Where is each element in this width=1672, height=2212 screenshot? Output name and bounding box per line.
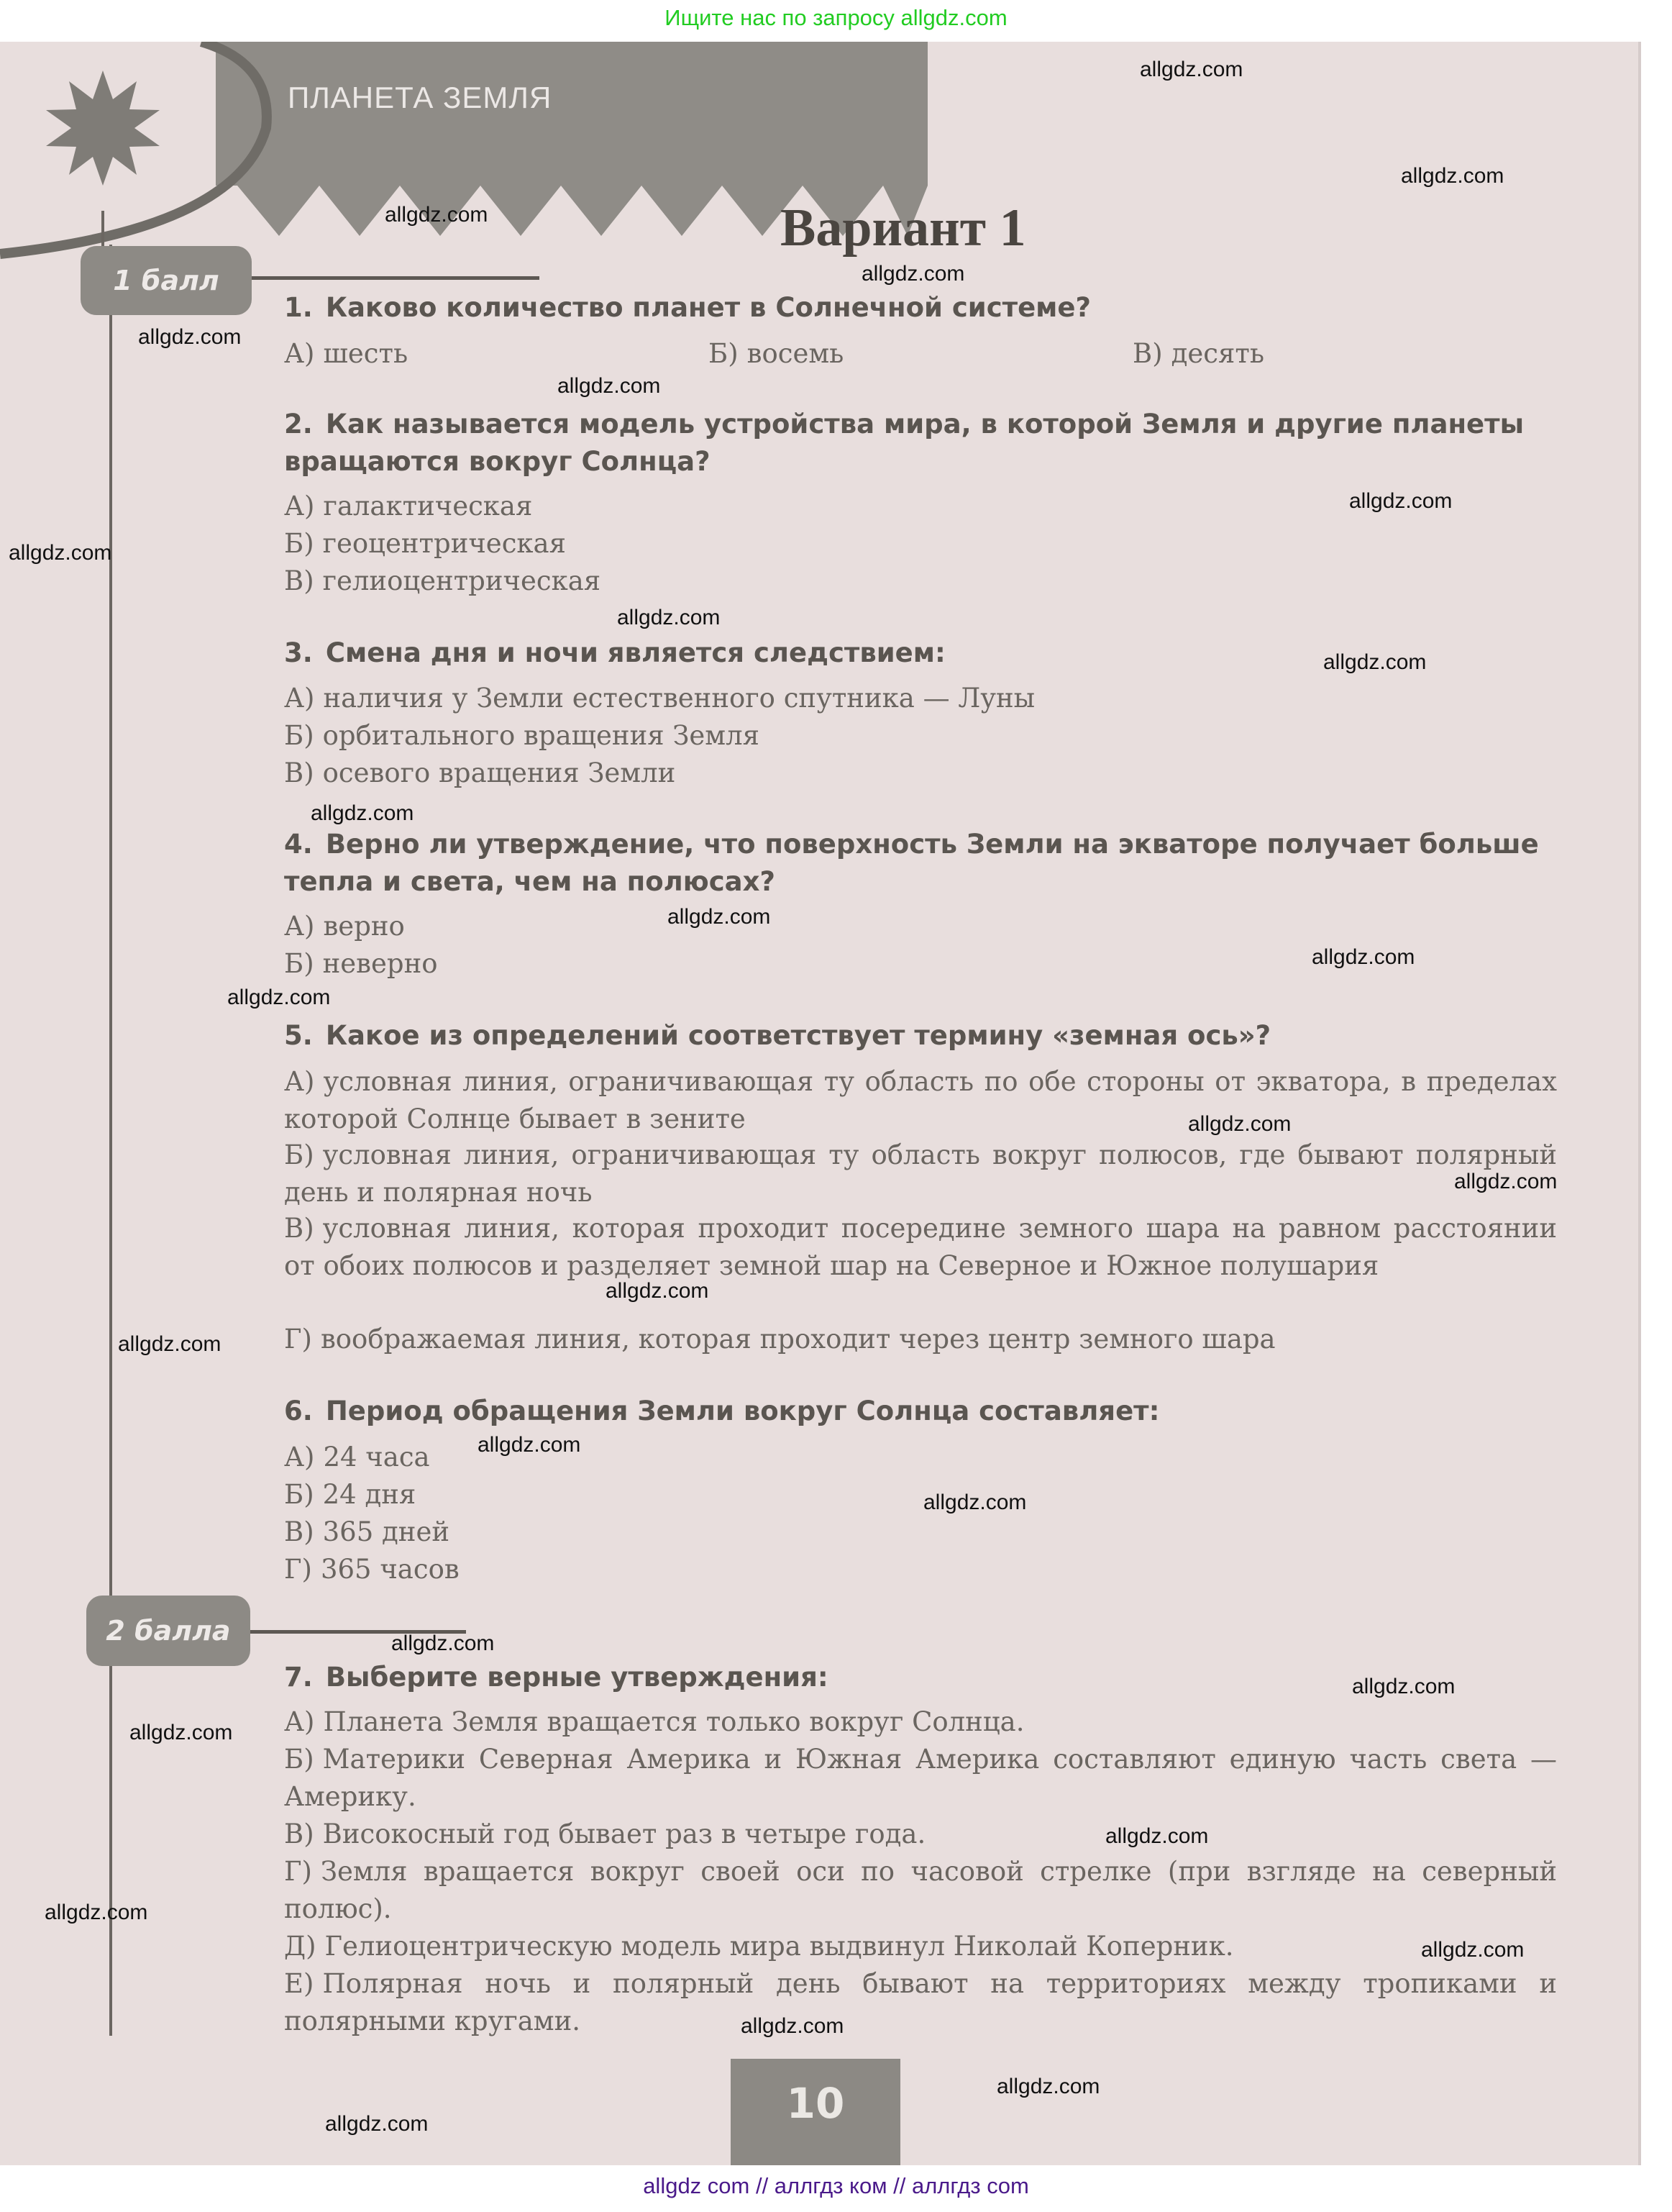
bottom-watermark-banner[interactable]: allgdz com // аллгдз ком // аллгдз com — [643, 2173, 1029, 2198]
watermark: allgdz.com — [617, 606, 721, 629]
question-number: 3. — [284, 637, 313, 668]
watermark: allgdz.com — [138, 325, 242, 349]
watermark: allgdz.com — [606, 1279, 709, 1303]
watermark: allgdz.com — [129, 1721, 233, 1744]
option[interactable]: А) условная линия, ограничивающая ту область по обе стороны от экватора, в пределах которой Солнце бывает в зените — [284, 1066, 1557, 1134]
question-1 — [284, 289, 1557, 327]
option[interactable]: Б) геоцентрическая — [284, 528, 566, 559]
question-text: Период обращения Земли вокруг Солнца составляет: — [325, 1396, 1160, 1426]
watermark: allgdz.com — [1349, 489, 1453, 513]
watermark: allgdz.com — [1312, 945, 1415, 969]
score-rule-1 — [252, 276, 539, 280]
option[interactable]: Г) 365 часов — [284, 1554, 460, 1585]
option[interactable]: В) Високосный год бывает раз в четыре года. — [284, 1819, 926, 1849]
question-1-options — [284, 335, 1557, 373]
question-text: Смена дня и ночи является следствием: — [325, 637, 946, 668]
option[interactable]: А) Планета Земля вращается только вокруг Солнца. — [284, 1706, 1025, 1737]
question-4 — [284, 826, 1557, 901]
question-number: 6. — [284, 1396, 313, 1426]
top-watermark-banner[interactable]: Ищите нас по запросу allgdz.com — [664, 5, 1008, 30]
watermark: allgdz.com — [923, 1490, 1027, 1514]
section-title: ПЛАНЕТА ЗЕМЛЯ — [288, 81, 552, 114]
page-number — [731, 2059, 900, 2165]
option[interactable]: А) шесть — [284, 338, 408, 369]
option[interactable]: В) осевого вращения Земли — [284, 757, 676, 788]
score-badge-1-point — [81, 246, 252, 315]
question-text: Как называется модель устройства мира, в которой Земля и другие планеты вращаются вокруг Солнца? — [284, 409, 1525, 477]
question-number: 4. — [284, 829, 313, 860]
question-text: Верно ли утверждение, что поверхность Земли на экваторе получает больше тепла и света, чем на полюсах? — [284, 829, 1539, 897]
option[interactable]: Д) Гелиоцентрическую модель мира выдвинул Николай Коперник. — [284, 1931, 1234, 1962]
question-number: 2. — [284, 409, 313, 440]
question-2 — [284, 406, 1557, 481]
question-number: 7. — [284, 1662, 313, 1693]
option[interactable]: Г) воображаемая линия, которая проходит через центр земного шара — [284, 1324, 1276, 1355]
question-5 — [284, 1017, 1557, 1055]
question-number: 1. — [284, 292, 313, 323]
option[interactable]: Б) орбитального вращения Земля — [284, 720, 759, 751]
option[interactable]: Б) Материки Северная Америка и Южная Америка составляют единую часть света — Америку. — [284, 1744, 1557, 1812]
watermark: allgdz.com — [391, 1631, 495, 1655]
watermark: allgdz.com — [1323, 650, 1427, 674]
watermark: allgdz.com — [45, 1901, 148, 1924]
page-number-text: 10 — [786, 2079, 845, 2128]
watermark: allgdz.com — [311, 801, 414, 825]
watermark: allgdz.com — [118, 1332, 221, 1356]
watermark: allgdz.com — [478, 1433, 581, 1457]
watermark: allgdz.com — [1352, 1675, 1456, 1698]
page-edge — [1638, 42, 1641, 2165]
option[interactable]: Б) неверно — [284, 948, 438, 979]
option[interactable]: В) десять — [1133, 338, 1264, 369]
watermark: allgdz.com — [1454, 1170, 1558, 1193]
watermark: allgdz.com — [667, 905, 771, 929]
watermark: allgdz.com — [1188, 1112, 1292, 1136]
score-badge-label: 2 балла — [106, 1615, 231, 1647]
option[interactable]: Б) условная линия, ограничивающая ту область вокруг полюсов, где бывают полярный день и полярная ночь — [284, 1139, 1557, 1208]
watermark: allgdz.com — [741, 2014, 844, 2038]
left-vertical-rule — [109, 245, 112, 2036]
question-6 — [284, 1393, 1557, 1430]
watermark: allgdz.com — [1401, 164, 1504, 188]
watermark: allgdz.com — [1140, 58, 1243, 81]
option[interactable]: А) галактическая — [284, 491, 533, 522]
option[interactable]: Б) 24 дня — [284, 1479, 416, 1510]
star-icon — [46, 70, 160, 186]
option[interactable]: В) гелиоцентрическая — [284, 565, 601, 596]
watermark: allgdz.com — [997, 2075, 1100, 2098]
question-number: 5. — [284, 1020, 313, 1051]
watermark: allgdz.com — [385, 203, 488, 227]
option[interactable]: В) 365 дней — [284, 1516, 450, 1547]
watermark: allgdz.com — [862, 262, 965, 286]
question-text: Каково количество планет в Солнечной системе? — [325, 292, 1091, 323]
option[interactable]: В) условная линия, которая проходит посередине земного шара на равном расстоянии от обоих полюсов и разделяет земной шар на Северное и Южное полушария — [284, 1213, 1557, 1281]
option[interactable]: Е) Полярная ночь и полярный день бывают на территориях между тропиками и полярными кругами. — [284, 1968, 1557, 2036]
option[interactable]: А) наличия у Земли естественного спутника — Луны — [284, 683, 1036, 714]
score-badge-2-points — [86, 1596, 250, 1666]
watermark: allgdz.com — [9, 541, 112, 565]
option[interactable]: Г) Земля вращается вокруг своей оси по часовой стрелке (при взгляде на северный полюс). — [284, 1856, 1557, 1924]
option[interactable]: А) 24 часа — [284, 1442, 430, 1473]
score-badge-label: 1 балл — [113, 265, 219, 296]
watermark: allgdz.com — [1421, 1938, 1525, 1962]
watermark: allgdz.com — [557, 374, 661, 398]
variant-title: Вариант 1 — [780, 199, 1026, 258]
question-text: Выберите верные утверждения: — [325, 1662, 828, 1693]
option[interactable]: Б) восемь — [708, 338, 844, 369]
watermark: allgdz.com — [325, 2112, 429, 2136]
watermark: allgdz.com — [227, 986, 331, 1009]
question-text: Какое из определений соответствует термину «земная ось»? — [325, 1020, 1271, 1051]
watermark: allgdz.com — [1105, 1824, 1209, 1848]
option[interactable]: А) верно — [284, 911, 405, 942]
